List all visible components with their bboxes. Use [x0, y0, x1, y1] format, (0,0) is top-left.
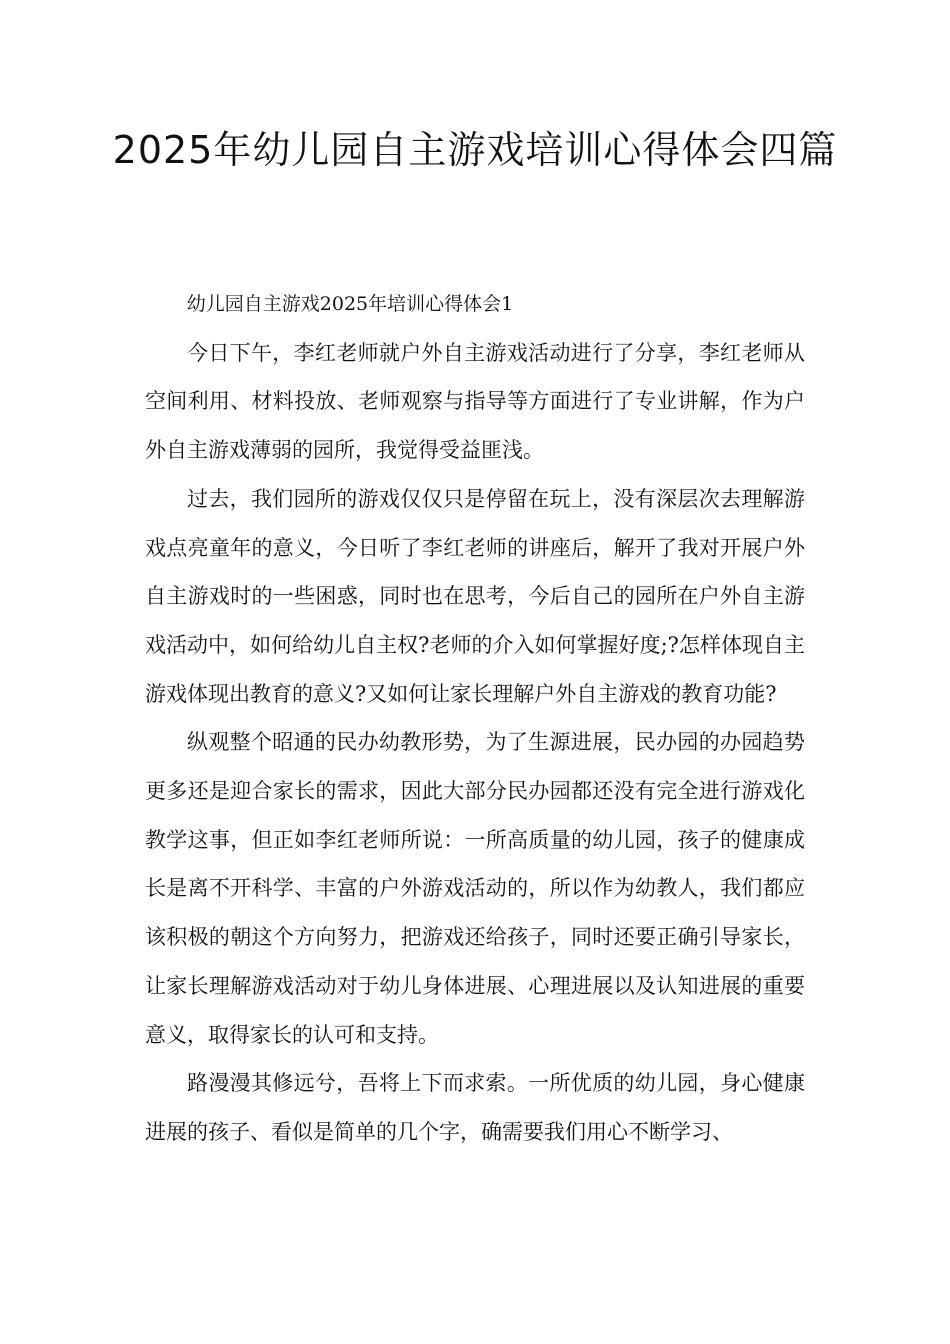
paragraph-2: 过去，我们园所的游戏仅仅只是停留在玩上，没有深层次去理解游戏点亮童年的意义，今日听了李红老师的讲座后，解开了我对开展户外自主游戏时的一些困惑，同时也在思考，今后自己的园所在户外自主游戏活动中，如何给幼儿自主权?老师的介入如何掌握好度;?怎样体现自主游戏体现出教育的意义?又如何让家长理解户外自主游戏的教育功能? — [145, 486, 805, 706]
document-title: 2025年幼儿园自主游戏培训心得体会四篇 — [112, 128, 838, 172]
section-heading: 幼儿园自主游戏2025年培训心得体会1 — [186, 293, 514, 315]
paragraph-4: 路漫漫其修远兮，吾将上下而求索。一所优质的幼儿园，身心健康进展的孩子、看似是简单的几个字，确需要我们用心不断学习、 — [145, 1071, 805, 1144]
paragraph-1: 今日下午，李红老师就户外自主游戏活动进行了分享，李红老师从空间利用、材料投放、老师观察与指导等方面进行了专业讲解，作为户外自主游戏薄弱的园所，我觉得受益匪浅。 — [145, 340, 805, 463]
document-body — [145, 280, 805, 1157]
paragraph-3: 纵观整个昭通的民办幼教形势，为了生源进展，民办园的办园趋势更多还是迎合家长的需求，因此大部分民办园都还没有完全进行游戏化教学这事，但正如李红老师所说：一所高质量的幼儿园，孩子的健康成长是离不开科学、丰富的户外游戏活动的，所以作为幼教人，我们都应该积极的朝这个方向努力，把游戏还给孩子，同时还要正确引导家长，让家长理解游戏活动对于幼儿身体进展、心理进展以及认知进展的重要意义，取得家长的认可和支持。 — [145, 730, 805, 1047]
